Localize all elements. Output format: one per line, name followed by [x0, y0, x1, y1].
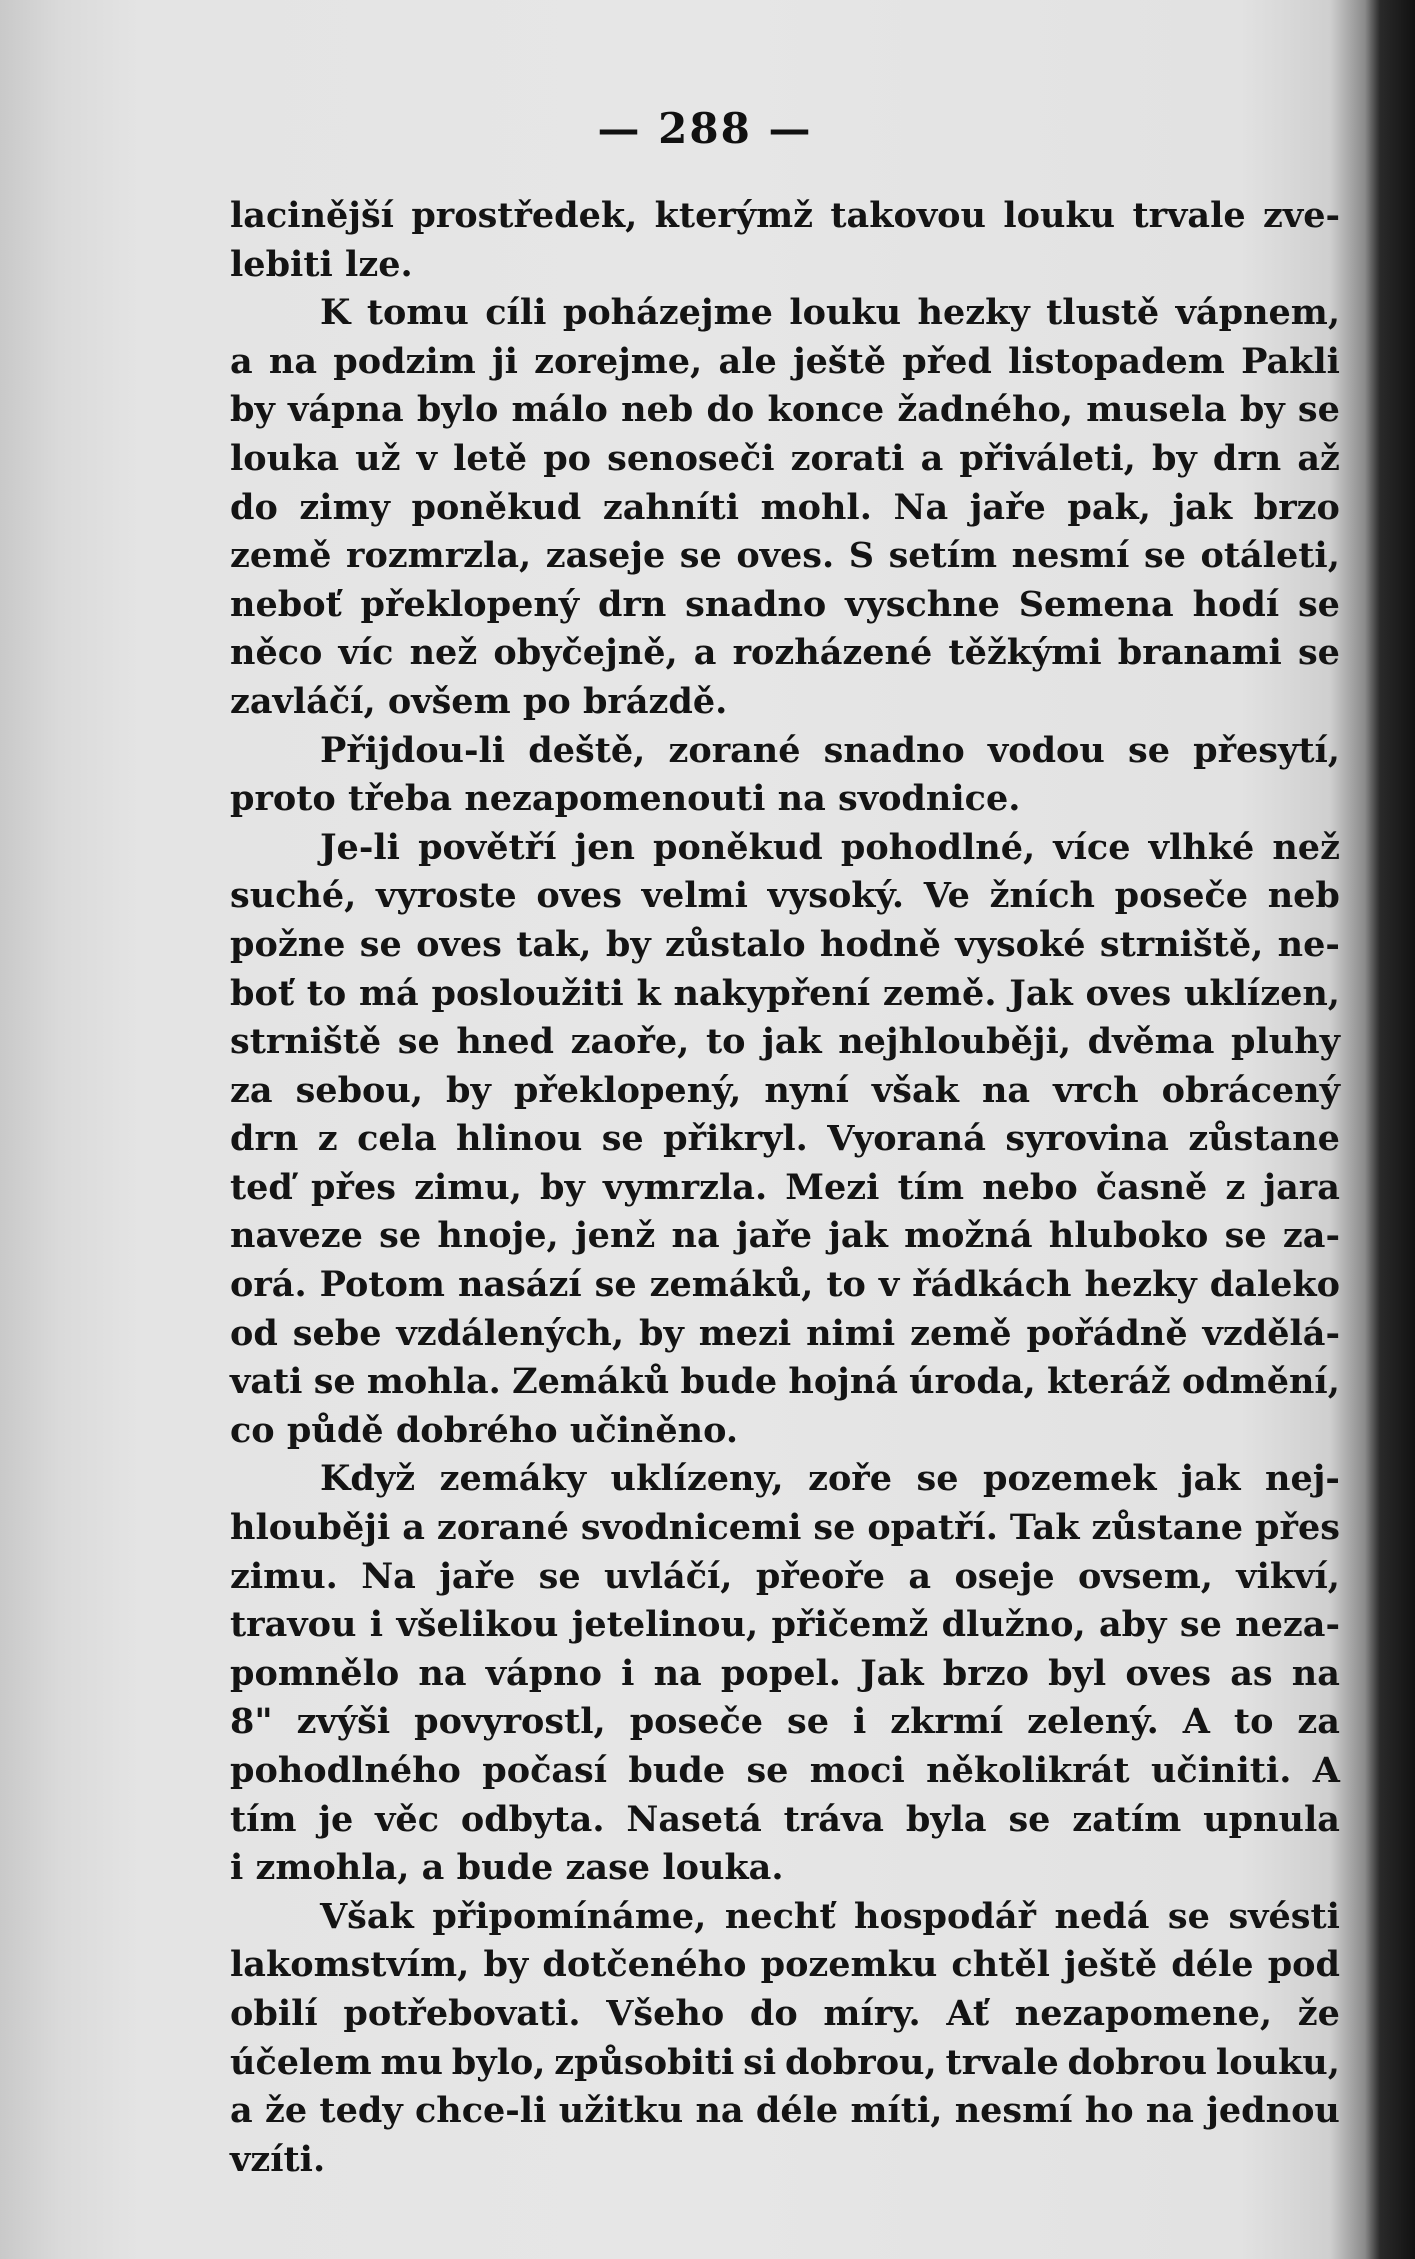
text-line: do zimy poněkud zahníti mohl. Na jaře pak, jak brzo: [230, 486, 1340, 528]
text-line: země rozmrzla, zaseje se oves. S setím nesmí se otáleti,: [230, 535, 1340, 577]
text-line: louka už v letě po senoseči zorati a přiváleti, by drn až: [230, 437, 1340, 479]
body-text: [230, 192, 1340, 2184]
paragraph: [230, 727, 1340, 824]
text-line: obilí potřebovati. Všeho do míry. Ať nezapomene, že: [230, 1992, 1340, 2034]
text-line: naveze se hnoje, jenž na jaře jak možná hluboko se za-: [230, 1215, 1340, 1257]
paragraph: [230, 824, 1340, 1456]
text-line: od sebe vzdálených, by mezi nimi země pořádně vzdělá-: [230, 1312, 1340, 1354]
text-line: tím je věc odbyta. Nasetá tráva byla se zatím upnula: [230, 1798, 1340, 1840]
text-line: Je-li povětří jen poněkud pohodlné, více vlhké než: [320, 826, 1340, 868]
text-line: Však připomínáme, nechť hospodář nedá se svésti: [320, 1895, 1340, 1937]
text-line: Přijdou-li deště, zorané snadno vodou se přesytí,: [320, 729, 1340, 771]
text-line: 8" zvýši povyrostl, poseče se i zkrmí zelený. A to za: [230, 1701, 1340, 1743]
text-line: vzíti.: [230, 2138, 326, 2180]
text-line: proto třeba nezapomenouti na svodnice.: [230, 778, 1021, 820]
text-line: něco víc než obyčejně, a rozházené těžkými branami se: [230, 632, 1340, 674]
paragraph: [230, 1455, 1340, 1892]
text-line: hlouběji a zorané svodnicemi se opatří. Tak zůstane přes: [230, 1507, 1340, 1549]
text-line: požne se oves tak, by zůstalo hodně vysoké strniště, ne-: [230, 923, 1340, 965]
text-line: pomnělo na vápno i na popel. Jak brzo byl oves as na: [230, 1652, 1340, 1694]
text-line: teď přes zimu, by vymrzla. Mezi tím nebo časně z jara: [230, 1166, 1340, 1208]
paragraph: [230, 1893, 1340, 2185]
text-line: zimu. Na jaře se uvláčí, přeoře a oseje ovsem, vikví,: [230, 1555, 1340, 1597]
text-line: a že tedy chce-li užitku na déle míti, nesmí ho na jednou: [230, 2090, 1340, 2132]
text-line: za sebou, by překlopený, nyní však na vrch obrácený: [230, 1069, 1340, 1111]
text-line: boť to má posloužiti k nakypření země. Jak oves uklízen,: [230, 972, 1340, 1014]
page-number: — 288 —: [597, 104, 813, 153]
text-line: orá. Potom nasází se zemáků, to v řádkách hezky daleko: [230, 1264, 1340, 1306]
text-line: drn z cela hlinou se přikryl. Vyoraná syrovina zůstane: [230, 1118, 1340, 1160]
text-line: lacinější prostředek, kterýmž takovou louku trvale zve-: [230, 195, 1340, 236]
text-line: lebiti lze.: [230, 243, 413, 285]
paragraph: [230, 192, 1340, 289]
text-line: vati se mohla. Zemáků bude hojná úroda, kteráž odmění,: [230, 1361, 1340, 1403]
text-line: K tomu cíli poházejme louku hezky tlustě vápnem,: [320, 292, 1340, 334]
text-line: co půdě dobrého učiněno.: [230, 1409, 739, 1451]
text-line: a na podzim ji zorejme, ale ještě před listopadem Pakli: [230, 340, 1340, 382]
text-line: suché, vyroste oves velmi vysoký. Ve žních poseče neb: [230, 875, 1340, 917]
text-line: neboť překlopený drn snadno vyschne Semena hodí se: [230, 583, 1340, 625]
text-line: pohodlného počasí bude se moci několikrát učiniti. A: [230, 1750, 1340, 1791]
text-line: strniště se hned zaoře, to jak nejhlouběji, dvěma pluhy: [230, 1021, 1340, 1063]
text-line: lakomstvím, by dotčeného pozemku chtěl ještě déle pod: [230, 1944, 1340, 1986]
text-line: zavláčí, ovšem po brázdě.: [230, 680, 728, 722]
text-line: Když zemáky uklízeny, zoře se pozemek jak nej-: [320, 1458, 1340, 1500]
text-line: účelem mu bylo, způsobiti si dobrou, trvale dobrou louku,: [230, 2041, 1340, 2083]
text-line: travou i všelikou jetelinou, přičemž dlužno, aby se neza-: [230, 1604, 1340, 1646]
paragraph: [230, 289, 1340, 726]
text-line: by vápna bylo málo neb do konce žadného, musela by se: [230, 389, 1340, 431]
text-line: i zmohla, a bude zase louka.: [230, 1847, 784, 1889]
book-page: [40, 30, 1370, 2230]
